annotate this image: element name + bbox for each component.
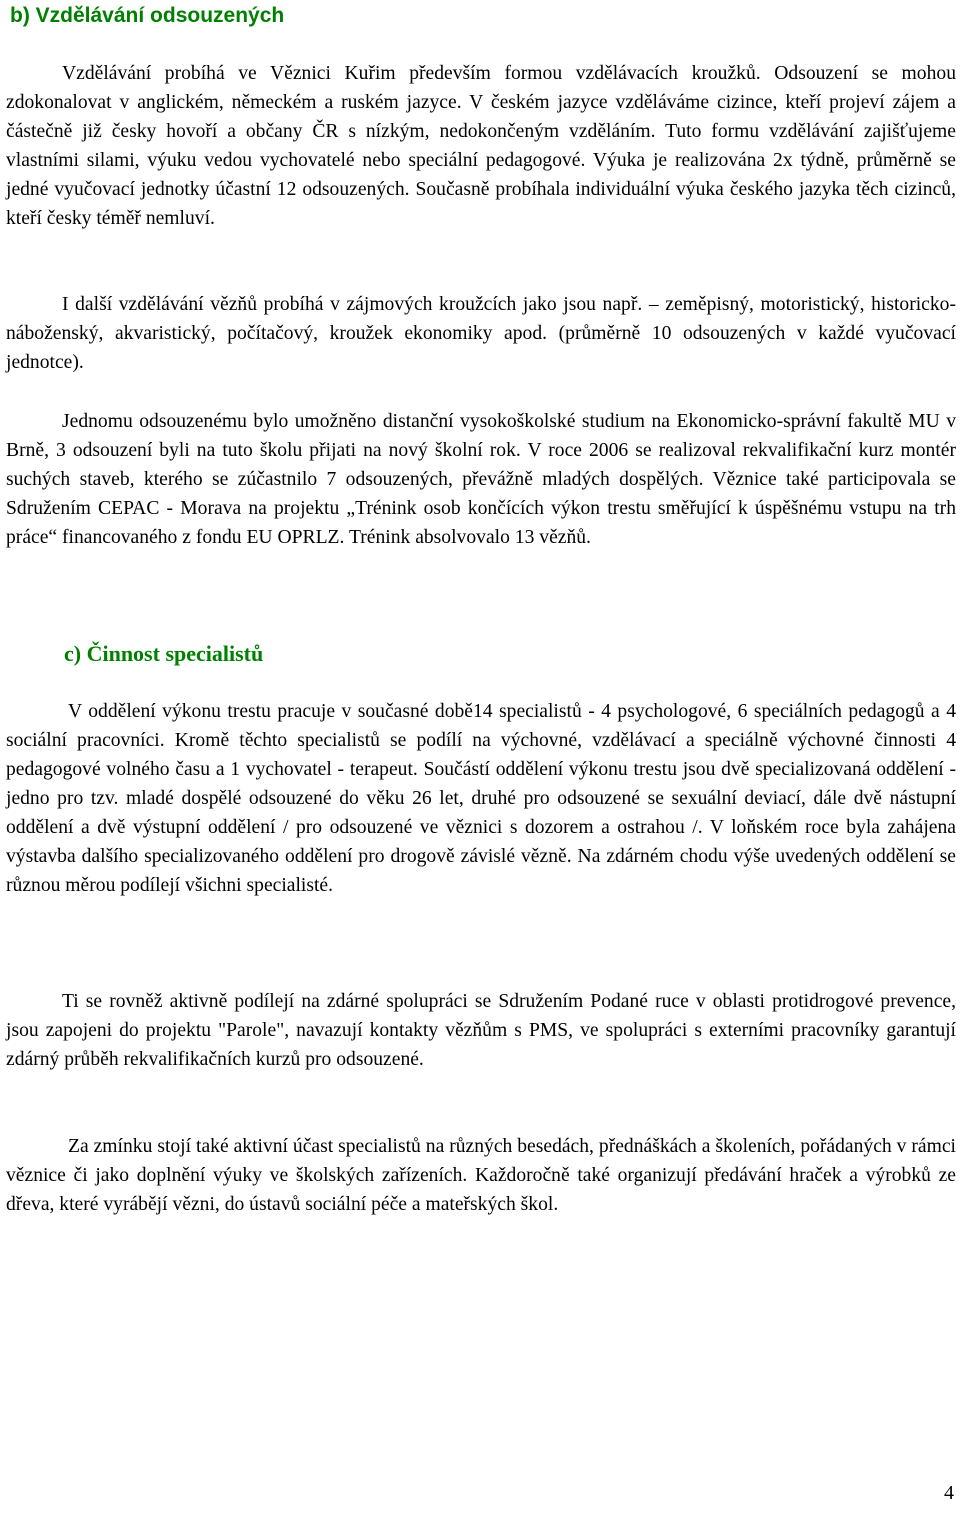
section-c-heading: c) Činnost specialistů (64, 641, 264, 666)
section-b-paragraph-1: Vzdělávání probíhá ve Věznici Kuřim především formou vzdělávacích kroužků. Odsouzení se mohou zdokonalovat v anglickém, německém a ruském jazyce. V českém jazyce vzděláváme cizince, kteří projeví zájem a částečně již česky hovoří a občany ČR s nízkým, nedokončeným vzděláním. Tuto formu vzdělávání zajišťujeme vlastními silami, výuku vedou vychovatelé nebo speciální pedagogové. Výuka je realizována 2x týdně, průměrně se jedné vyučovací jednotky účastní 12 odsouzených. Současně probíhala individuální výuka českého jazyka těch cizinců, kteří česky téměř nemluví. (6, 63, 956, 229)
page-number: 4 (944, 1482, 954, 1504)
section-c-paragraph-3: Za zmínku stojí také aktivní účast specialistů na různých besedách, přednáškách a školeních, pořádaných v rámci věznice či jako doplnění výuky ve školských zařízeních. Každoročně také organizují předávání hraček a výrobků ze dřeva, které vyrábějí vězni, do ústavů sociální péče a mateřských škol. (6, 1136, 956, 1215)
section-b-paragraph-3: Jednomu odsouzenému bylo umožněno distanční vysokoškolské studium na Ekonomicko-správní fakultě MU v Brně, 3 odsouzení byli na tuto školu přijati na nový školní rok. V roce 2006 se realizoval rekvalifikační kurz montér suchých staveb, kterého se zúčastnilo 7 odsouzených, převážně mladých dospělých. Věznice také participovala se Sdružením CEPAC - Morava na projektu „Trénink osob končících výkon trestu směřující k úspěšnému vstupu na trh práce“ financovaného z fondu EU OPRLZ. Trénink absolvovalo 13 vězňů. (6, 411, 956, 548)
section-b-heading: b) Vzdělávání odsouzených (10, 4, 285, 27)
section-b-paragraph-2: I další vzdělávání vězňů probíhá v zájmových kroužcích jako jsou např. – zeměpisný, motoristický, historicko-náboženský, akvaristický, počítačový, kroužek ekonomiky apod. (průměrně 10 odsouzených v každé vyučovací jednotce). (6, 294, 956, 373)
section-c-paragraph-1: V oddělení výkonu trestu pracuje v současné době14 specialistů - 4 psychologové, 6 speciálních pedagogů a 4 sociální pracovníci. Kromě těchto specialistů se podílí na výchovné, vzdělávací a speciálně výchovné činnosti 4 pedagogové volného času a 1 vychovatel - terapeut. Součástí oddělení výkonu trestu jsou dvě specializovaná oddělení - jedno pro tzv. mladé dospělé odsouzené do věku 26 let, druhé pro odsouzené se sexuální deviací, dále dvě nástupní oddělení a dvě výstupní oddělení / pro odsouzené ve věznici s dozorem a ostrahou /. V loňském roce byla zahájena výstavba dalšího specializovaného oddělení pro drogově závislé vězně. Na zdárném chodu výše uvedených oddělení se různou měrou podílejí všichni specialisté. (6, 701, 956, 896)
section-c-paragraph-2: Ti se rovněž aktivně podílejí na zdárné spolupráci se Sdružením Podané ruce v oblasti protidrogové prevence, jsou zapojeni do projektu "Parole", navazují kontakty vězňům s PMS, ve spolupráci s externími pracovníky garantují zdárný průběh rekvalifikačních kurzů pro odsouzené. (6, 991, 956, 1070)
